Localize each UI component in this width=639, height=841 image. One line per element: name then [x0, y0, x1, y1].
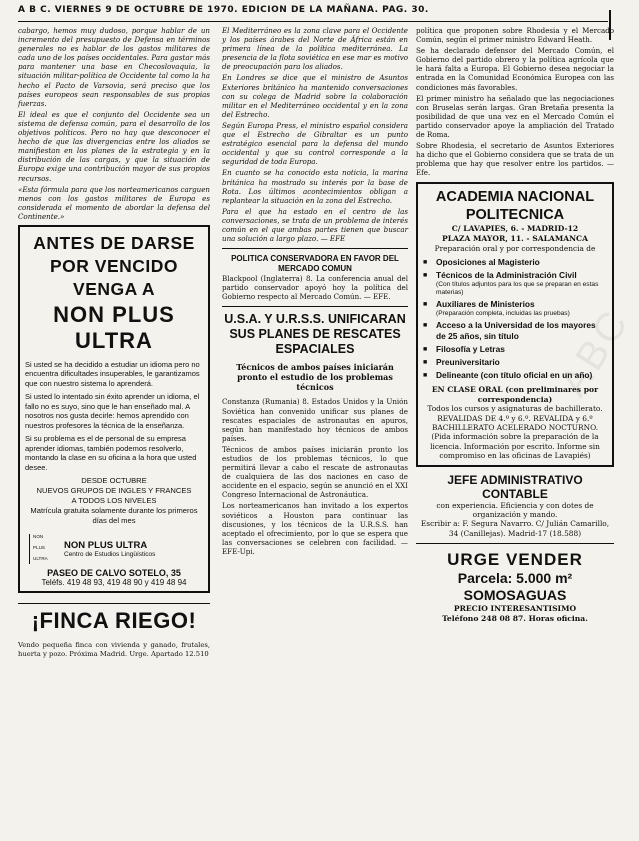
- academia-address: C/ LAVAPIES, 6. - MADRID-12: [451, 223, 579, 233]
- article-paragraph: El ideal es que el conjunto del Occidente sea un sistema de defensa común, para el desarrollo de los objetivos políticos. Pero no hay que desconocer el hecho de que las divergencias entre los aliados se manifiestan en los planes de la estrategia y en la distribución de las cargas, y que la situación de Europa exige una contribución mayor de sus propios recursos.: [18, 109, 210, 183]
- course-item: [423, 257, 607, 268]
- ad-paragraph: Si usted se ha decidido a estudiar un idioma pero no encuentra dificultades insuperables, le garantizamos que con nuestro sistema lo aprenderá.: [25, 359, 200, 388]
- article-paragraph: Técnicos de ambos países iniciarán pronto los estudios de los problemas técnicos, lo que permitirá llevar a cabo el rescate de astronautas de cualquiera de las dos naciones en caso de accidente en el espacio, según se anunció en el XXI Congreso Internacional de Astronáutica.: [222, 444, 408, 500]
- article-paragraph: En cuanto se ha conocido esta noticia, la marina británica ha mostrado su interés por la base de Rota. Los últimos acontecimientos obligan a replantear la situación en la zona del Estrecho.: [222, 168, 408, 205]
- ad-logo-row: [29, 534, 203, 564]
- ad-parcela: Parcela: 5.000 m² SOMOSAGUAS: [457, 570, 573, 604]
- academia-extra: Todos los cursos y asignaturas de bachillerato. REVALIDAS DE 4.º y 6.º. REVALIDA y 6.º BACHILLERATO ACELERADO NOCTURNO.: [427, 404, 603, 432]
- ad-urge-title: URGE VENDER: [447, 550, 583, 570]
- logo-word: PLUS: [33, 545, 46, 551]
- ad-paragraph: Si usted lo intentado sin éxito aprender un idioma, el fallo no es suyo, sino que le han enseñado mal. A nosotros nos gusta decirle: hemos aprendido con nuestros profesores la técnica de la enseñanza.: [25, 392, 200, 430]
- article-headline: POLITICA CONSERVADORA EN FAVOR DEL MERCADO COMUN: [231, 254, 399, 274]
- ad-non-plus-ultra: [18, 225, 210, 594]
- academia-address: PLAZA MAYOR, 11. - SALAMANCA: [441, 233, 588, 243]
- article-paragraph: Constanza (Rumania) 8. Estados Unidos y la Unión Soviética han convenido unificar sus planes de rescates espaciales de astronautas en apuros, según han manifestado hoy técnicos de ambos países.: [222, 397, 408, 443]
- course-label: Preuniversitario: [436, 356, 500, 367]
- course-label: Filosofía y Letras: [436, 343, 505, 354]
- divider: [416, 543, 614, 544]
- course-label: Acceso a la Universidad de los mayores de 25 años, sin título: [436, 319, 596, 341]
- academia-info: (Pida información sobre la preparación de la licencia. Información por escrito. Informe sin compromiso en las oficinas de Lavapiés): [430, 432, 600, 461]
- article-paragraph: Para el que ha estado en el centro de las conversaciones, se trata de un problema de interés común en el que ambas partes tienen que buscar una solución a largo plazo. — EFE: [222, 206, 408, 244]
- course-item: [423, 270, 607, 297]
- article-paragraph: cabargo, hemos muy dudoso, porque hablar de un incremento del presupuesto de Defensa en términos generales no es hablar de los gastos militares de cada uno de los países occidentales. Para gastar más para mantener una base en Checoslovaquia, la situación militar-política de Occidente tal como la ha hecho el Pacto de Varsovia, será preciso que los países europeos sean responsables de sus propias fuerzas.: [18, 26, 210, 108]
- article-paragraph: Los norteamericanos han invitado a los expertos soviéticos a Houston para continuar las discusiones, y los técnicos de la U.R.S.S. han aceptado el ofrecimiento, por lo que se espera que las conversaciones se celebren con facilidad. — EFE-Upi.: [222, 501, 408, 556]
- ad-headline-1: ANTES DE DARSE: [33, 232, 195, 253]
- course-note: (Con títulos adjuntos para los que se preparan en estas materias): [436, 280, 599, 296]
- ad-matricula: Matrícula gratuita solamente durante los primeros días del mes: [30, 506, 198, 526]
- logo-word: NON: [33, 534, 44, 540]
- logo-subtitle: Centro de Estudios Lingüísticos: [64, 551, 156, 559]
- article-subheadline: Técnicos de ambos países iniciarán pronto el estudio de los problemas técnicos: [236, 362, 394, 393]
- ad-academia: [416, 182, 614, 467]
- finca-text: Vendo pequeña finca con vivienda y ganado, frutales, huerta y pozo. Próxima Madrid. Urge. Apartado 12.510: [18, 641, 210, 659]
- divider: [222, 306, 408, 307]
- ad-jefe-text: con experiencia. Eficiencia y con dotes de organización y mando.: [436, 500, 594, 519]
- non-plus-ultra-logo-icon: [29, 534, 56, 564]
- article-paragraph: «Esta fórmula para que los norteamericanos carguen menos con los gastos militares de Europa es considerada el momento de abordar la defensa del Continente.»: [18, 184, 210, 221]
- article-paragraph: Se ha declarado defensor del Mercado Común, el Gobierno del partido obrero y la política agrícola que le hará falta a Europa. El Gobierno desea negociar la entrada en la Comunidad Económica Europea con las condiciones más favorables.: [416, 46, 614, 92]
- academia-title: ACADEMIA NACIONAL: [435, 188, 595, 205]
- ad-jefe-contact: Escribir a: F. Segura Navarro. C/ Julián Camarillo, 34 (Canillejas). Madrid-17 (18.588): [420, 519, 610, 538]
- ad-telefono: Teléfono 248 08 87. Horas oficina.: [442, 613, 588, 623]
- academia-intro: Preparación oral y por correspondencia de: [434, 243, 596, 253]
- ad-precio: PRECIO INTERESANTISIMO: [453, 604, 577, 614]
- ad-paragraph: Si su problema es el de personal de su empresa aprender idiomas, también podemos resolverlo, montando la clase en su oficina a la hora que usted desee.: [25, 434, 197, 472]
- column-1: [18, 26, 210, 816]
- article-paragraph: política que proponen sobre Rhodesia y el Mercado Común, según el primer ministro Edward Heath.: [416, 26, 614, 45]
- course-item: [423, 299, 607, 318]
- article-paragraph: En Londres se dice que el ministro de Asuntos Exteriores británico ha mantenido conversaciones con su colega de Madrid sobre la colaboración militar en el Mediterráneo occidental y en la zona del Estrecho.: [222, 73, 408, 119]
- column-3: [416, 26, 614, 816]
- article-paragraph: Sobre Rhodesia, el secretario de Asuntos Exteriores ha dicho que el Gobierno considera que se trata de un problema que hay que resolver entre los partidos. — Efe.: [416, 141, 614, 178]
- abc-watermark-icon: ABC: [551, 300, 639, 404]
- ad-niveles: A TODOS LOS NIVELES: [71, 496, 157, 506]
- academia-clase-oral: EN CLASE ORAL (con preliminares por correspondencia): [431, 384, 599, 404]
- ad-desde: DESDE OCTUBRE: [81, 476, 147, 486]
- article-headline: U.S.A. Y U.R.S.S. UNIFICARAN SUS PLANES DE RESCATES ESPACIALES: [224, 312, 406, 357]
- article-paragraph: El primer ministro ha señalado que las negociaciones con Bruselas serán largas. Gran Bretaña presenta la posibilidad de que una vez en el Mercado Común el partido conservador apoye la ampliación del Tratado de Roma.: [416, 93, 614, 140]
- course-label: Oposiciones al Magisterio: [436, 256, 540, 267]
- column-2: [222, 26, 408, 816]
- ad-grupos: NUEVOS GRUPOS DE INGLES Y FRANCES: [36, 486, 192, 496]
- academia-title: POLITECNICA: [465, 206, 565, 223]
- article-paragraph: Según Europa Press, el ministro español considera que el Estrecho de Gibraltar es un punto estratégico esencial para la defensa del mundo occidental y que su control corresponde a la seguridad de toda Europa.: [222, 120, 408, 167]
- ad-jefe-title: JEFE ADMINISTRATIVO CONTABLE: [447, 472, 583, 501]
- logo-word: ULTRA: [33, 556, 48, 562]
- divider: [222, 248, 408, 249]
- ad-headline-2: POR VENCIDO: [49, 255, 179, 276]
- running-header: [18, 5, 608, 22]
- article-paragraph: El Mediterráneo es la zona clave para el Occidente y los países árabes del Norte de África están en primera línea de la política mediterránea. La presencia de la flota soviética en ese mar es motivo de preocupación para los aliados.: [222, 26, 408, 72]
- course-note: (Preparación completa, incluidas las pruebas): [436, 309, 570, 317]
- ad-finca: [18, 603, 210, 658]
- ad-phones: Teléfs. 419 48 93, 419 48 90 y 419 48 94: [41, 578, 187, 588]
- course-label: Auxiliares de Ministerios: [436, 298, 535, 309]
- article-paragraph: Blackpool (Inglaterra) 8. La conferencia anual del partido conservador apoyó hoy la política del Gobierno respecto al Mercado Común. — EFE.: [222, 274, 408, 302]
- finca-headline: ¡FINCA RIEGO!: [31, 608, 197, 634]
- logo-name: NON PLUS ULTRA: [64, 540, 148, 552]
- ad-address: PASEO DE CALVO SOTELO, 35: [47, 568, 181, 579]
- course-label: Delineante (con título oficial en un año): [436, 369, 593, 380]
- running-header-text: A B C. VIERNES 9 DE OCTUBRE DE 1970. EDICION DE LA MAÑANA. PAG. 30.: [18, 5, 429, 15]
- ad-brand: NON PLUS ULTRA: [53, 301, 175, 353]
- course-label: Técnicos de la Administración Civil: [436, 269, 577, 280]
- ad-headline-3: VENGA A: [73, 278, 155, 299]
